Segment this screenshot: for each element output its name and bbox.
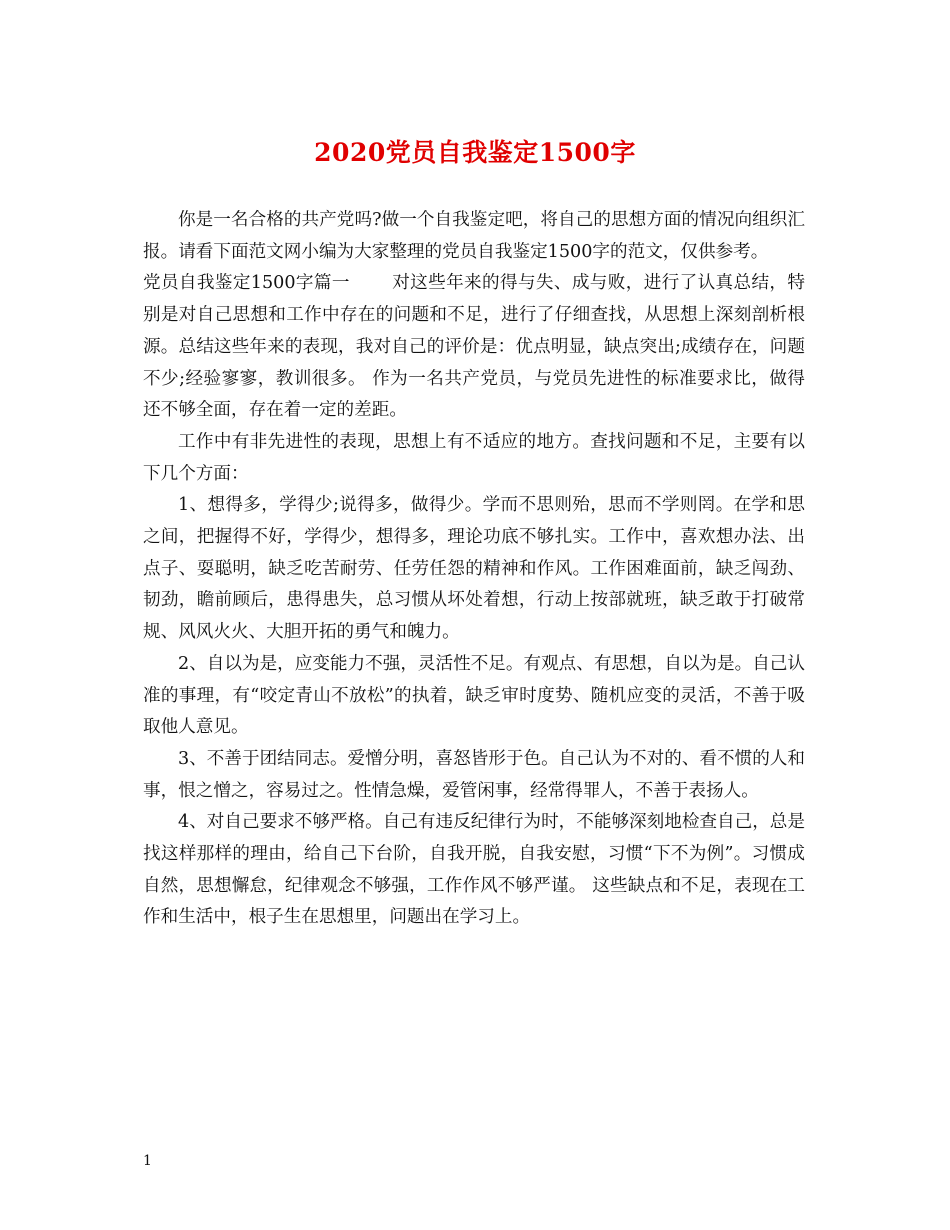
body-paragraph: 工作中有非先进性的表现，思想上有不适应的地方。查找问题和不足，主要有以下几个方面： — [143, 431, 805, 484]
page-title: 2020党员自我鉴定1500字 — [314, 138, 636, 167]
body-paragraph: 3、不善于团结同志。爱憎分明，喜怒皆形于色。自己认为不对的、看不惯的人和事，恨之憎之，容易过之。性情急燥，爱管闲事，经常得罪人，不善于表扬人。 — [143, 748, 805, 801]
body-paragraph: 2、自以为是，应变能力不强，灵活性不足。有观点、有思想，自以为是。自己认准的事理，有“咬定青山不放松”的执着，缺乏审时度势、随机应变的灵活，不善于吸取他人意见。 — [143, 653, 805, 738]
document-body — [143, 205, 805, 934]
body-paragraph: 1、想得多，学得少;说得多，做得少。学而不思则殆，思而不学则罔。在学和思之间，把握得不好，学得少，想得多，理论功底不够扎实。工作中，喜欢想办法、出点子、耍聪明，缺乏吃苦耐劳、任劳任怨的精神和作风。工作困难面前，缺乏闯劲、韧劲，瞻前顾后，患得患失，总习惯从坏处着想，行动上按部就班，缺乏敢于打破常规、风风火火、大胆开拓的勇气和魄力。 — [143, 495, 805, 643]
section-opening-text: 对这些年来的得与失、成与败，进行了认真总结，特别是对自己思想和工作中存在的问题和不足，进行了仔细查找，从思想上深刻剖析根源。总结这些年来的表现，我对自己的评价是：优点明显，缺点突出;成绩存在，问题不少;经验寥寥，教训很多。 作为一名共产党员，与党员先进性的标准要求比，做得还不够全面，存在着一定的差距。 — [143, 273, 805, 421]
body-paragraph: 4、对自己要求不够严格。自己有违反纪律行为时，不能够深刻地检查自己，总是找这样那样的理由，给自己下台阶，自我开脱，自我安慰，习惯“下不为例”。习惯成自然，思想懈怠，纪律观念不够强，工作作风不够严谨。 这些缺点和不足，表现在工作和生活中，根子生在思想里，问题出在学习上。 — [143, 812, 805, 928]
page-number: 1 — [143, 1153, 152, 1169]
section-heading: 党员自我鉴定1500字篇一 — [143, 273, 350, 294]
intro-paragraph: 你是一名合格的共产党吗?做一个自我鉴定吧，将自己的思想方面的情况向组织汇报。请看下面范文网小编为大家整理的党员自我鉴定1500字的范文，仅供参考。 — [143, 210, 805, 262]
section-paragraph — [143, 268, 805, 427]
